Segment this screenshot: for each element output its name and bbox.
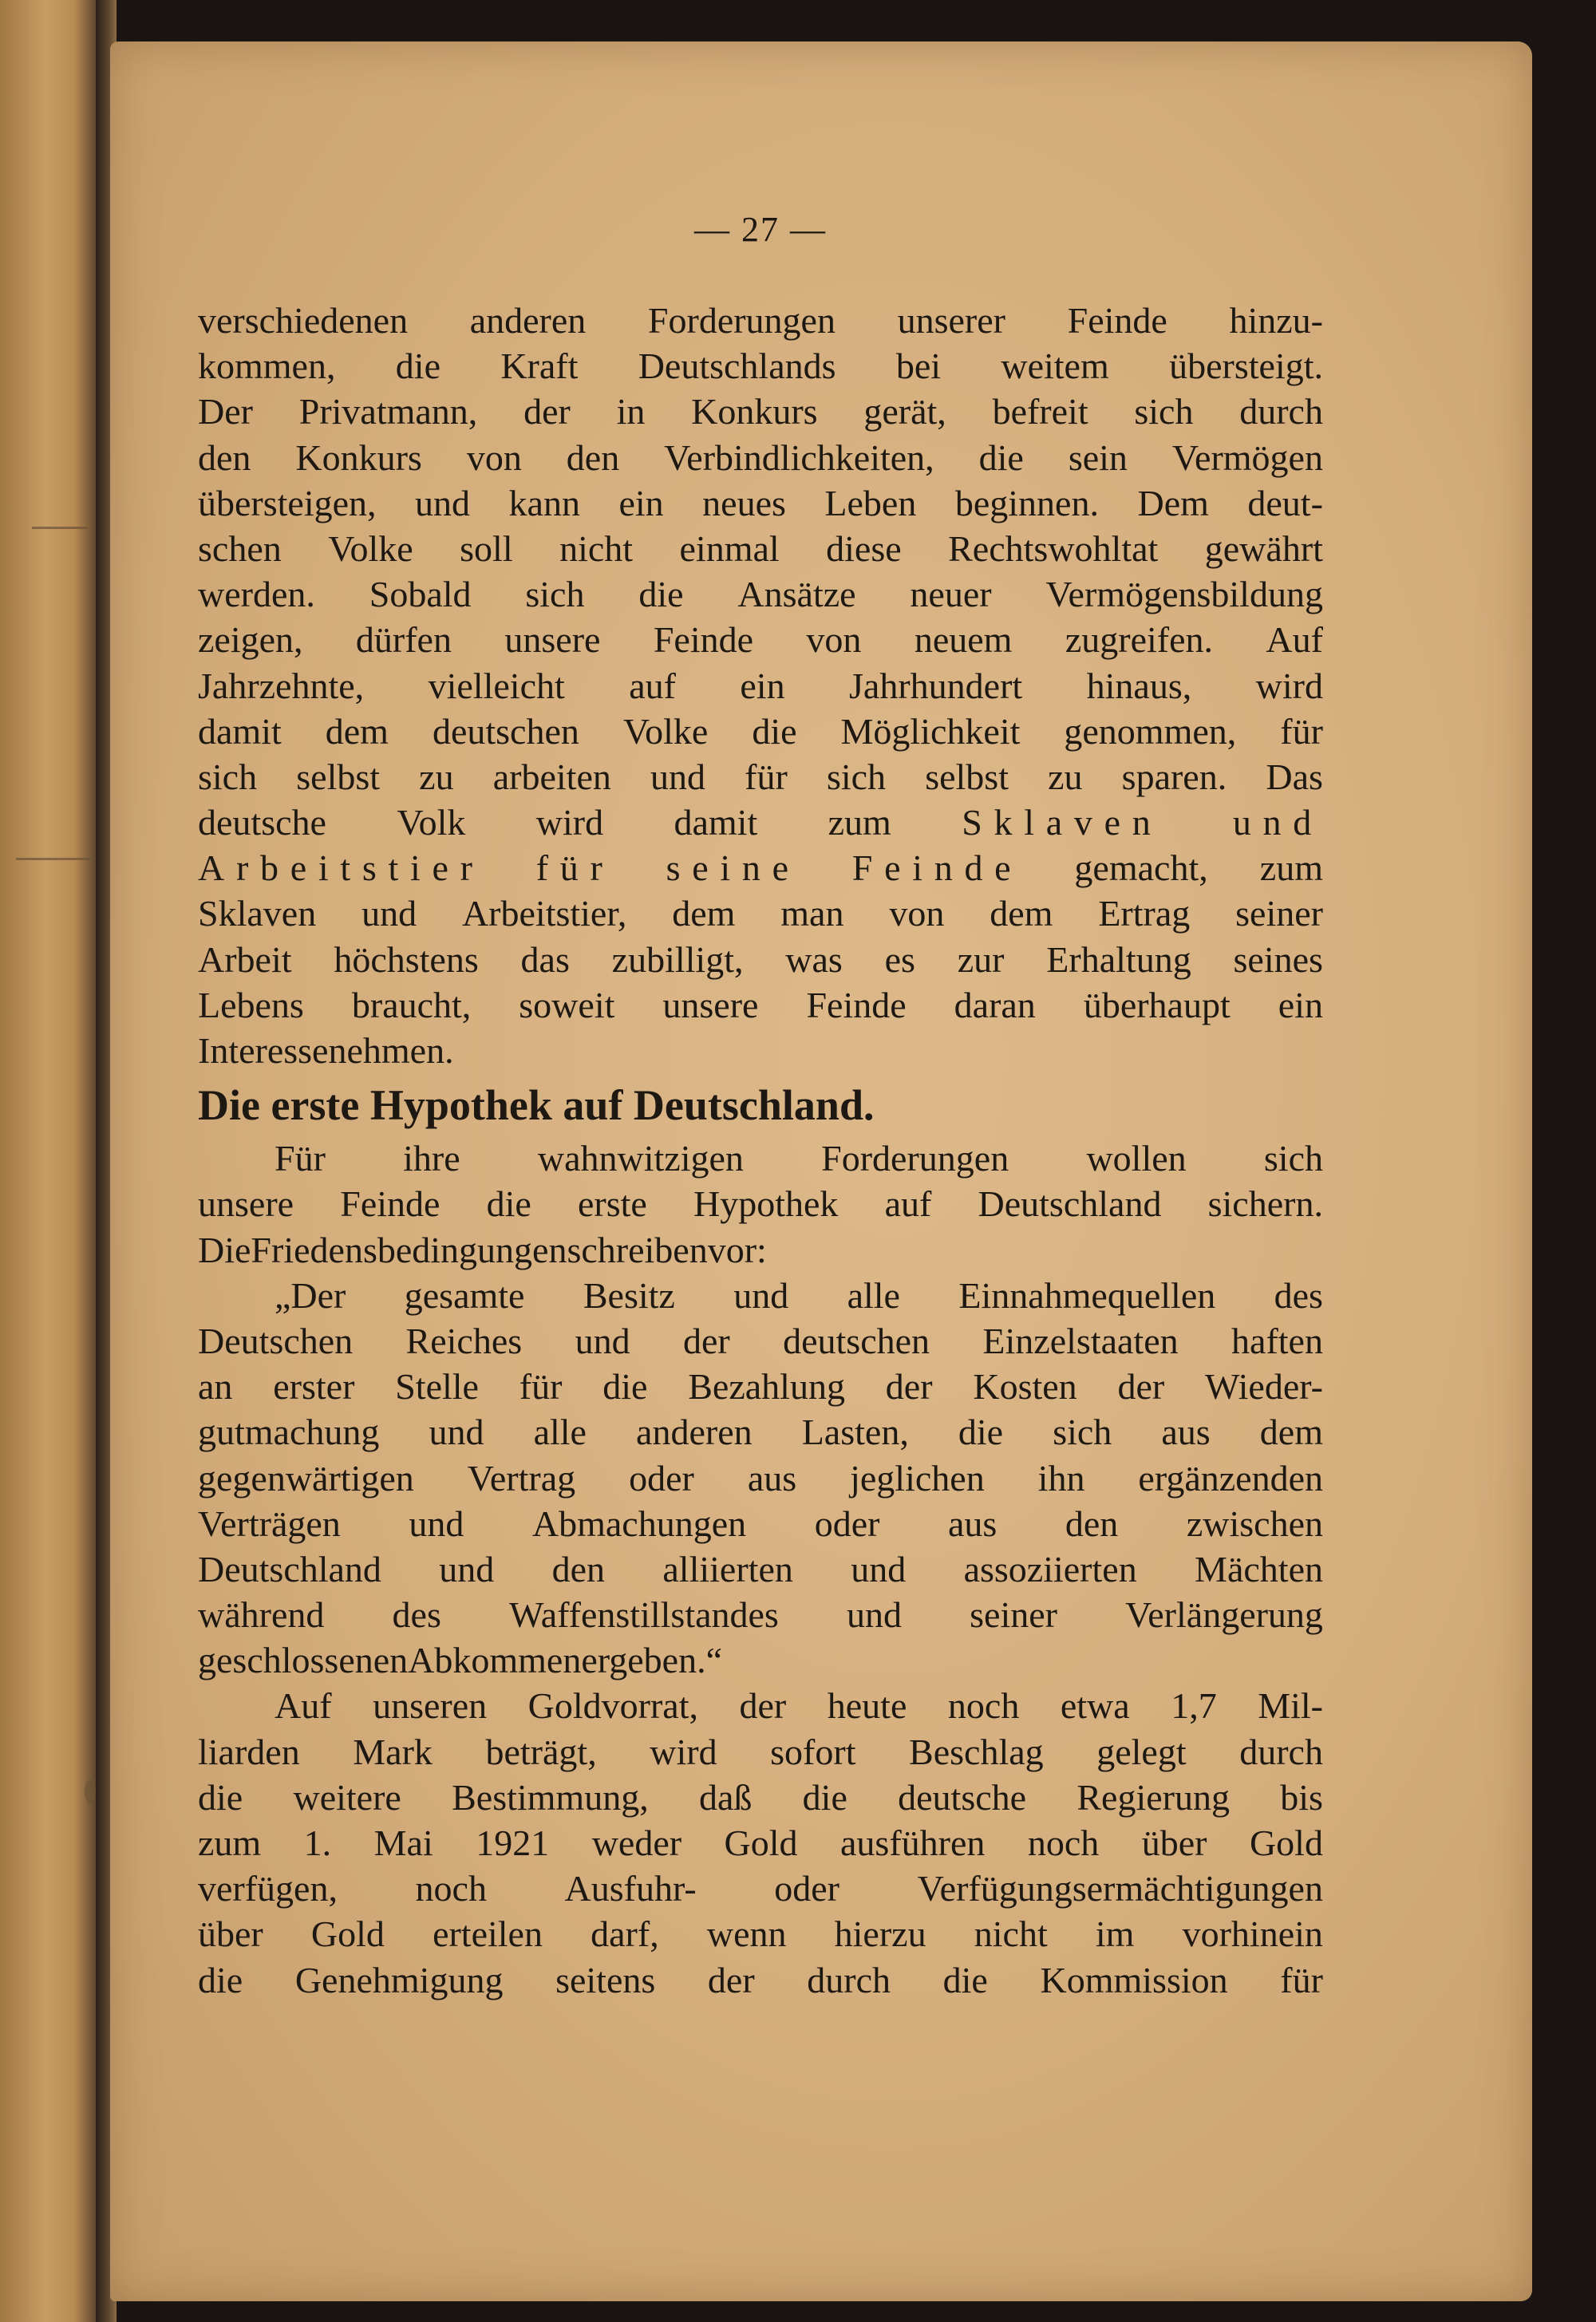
text-line: gutmachung und alle anderen Lasten, die sich aus dem (198, 1412, 1323, 1453)
text-line: „Der gesamte Besitz und alle Einnahmequellen des (275, 1274, 1323, 1316)
book-page (110, 41, 1532, 2301)
paragraph-2 (198, 1135, 1323, 2003)
text-line: gegenwärtigen Vertrag oder aus jeglichen ihn ergänzenden (198, 1457, 1323, 1499)
text-line: Lebens braucht, soweit unsere Feinde daran überhaupt ein (198, 984, 1323, 1025)
text-line: Der Privatmann, der in Konkurs gerät, befreit sich durch (198, 391, 1323, 432)
text-line: sich selbst zu arbeiten und für sich selbst zu sparen. Das (198, 756, 1323, 797)
page-number: — 27 — (694, 210, 827, 249)
page-mark (32, 527, 88, 529)
text-line: Interesse nehmen. (198, 1030, 454, 1071)
text-line: die Genehmigung seitens der durch die Kommission für (198, 1959, 1323, 2000)
text-line: während des Waffenstillstandes und seiner Verlängerung (198, 1594, 1323, 1636)
text-line: Für ihre wahnwitzigen Forderungen wollen sich (275, 1138, 1323, 1179)
page-mark (85, 1779, 96, 1803)
text-line: unsere Feinde die erste Hypothek auf Deutschland sichern. (198, 1183, 1323, 1225)
section-heading: Die erste Hypothek auf Deutschland. (198, 1081, 875, 1130)
text-line: Auf unseren Goldvorrat, der heute noch etwa 1,7 Mil- (275, 1685, 1323, 1727)
text-line: Die Friedensbedingungen schreiben vor: (198, 1229, 767, 1270)
text-line: kommen, die Kraft Deutschlands bei weitem übersteigt. (198, 346, 1323, 387)
text-line: zeigen, dürfen unsere Feinde von neuem zugreifen. Auf (198, 619, 1323, 661)
text-line: schen Volke soll nicht einmal diese Rechtswohltat gewährt (198, 527, 1323, 569)
text-line: liarden Mark beträgt, wird sofort Beschlag gelegt durch (198, 1731, 1323, 1772)
text-line: zum 1. Mai 1921 weder Gold ausführen noch über Gold (198, 1822, 1323, 1863)
text-line: den Konkurs von den Verbindlichkeiten, die sein Vermögen (198, 436, 1323, 478)
text-line: Deutschland und den alliierten und assoziierten Mächten (198, 1548, 1323, 1589)
text-line: geschlossenen Abkommen ergeben.“ (198, 1640, 723, 1681)
text-line: über Gold erteilen darf, wenn hierzu nicht im vorhinein (198, 1913, 1323, 1955)
text-line: Verträgen und Abmachungen oder aus den zwischen (198, 1503, 1323, 1544)
text-line: Arbeit höchstens das zubilligt, was es zur Erhaltung seines (198, 938, 1323, 980)
text-line: Sklaven und Arbeitstier, dem man von dem Ertrag seiner (198, 893, 1323, 934)
text-line: damit dem deutschen Volke die Möglichkeit genommen, für (198, 710, 1323, 752)
text-line: Jahrzehnte, vielleicht auf ein Jahrhundert hinaus, wird (198, 665, 1323, 706)
text-line: verfügen, noch Ausfuhr- oder Verfügungsermächtigungen (198, 1868, 1323, 1909)
text-line: die weitere Bestimmung, daß die deutsche Regierung bis (198, 1776, 1323, 1818)
text-line: Deutschen Reiches und der deutschen Einzelstaaten haften (198, 1320, 1323, 1361)
page-mark (16, 858, 92, 860)
paragraph-1 (198, 298, 1323, 1073)
text-line: Arbeitstier für seine Feinde gemacht, zum (198, 847, 1323, 889)
text-line: an erster Stelle für die Bezahlung der Kosten der Wieder- (198, 1366, 1323, 1408)
facing-page-edge (0, 0, 100, 2322)
text-line: werden. Sobald sich die Ansätze neuer Vermögensbildung (198, 574, 1323, 615)
text-line: übersteigen, und kann ein neues Leben beginnen. Dem deut- (198, 482, 1323, 523)
text-line: deutsche Volk wird damit zum Sklaven und (198, 802, 1323, 843)
text-line: verschiedenen anderen Forderungen unserer Feinde hinzu- (198, 300, 1323, 341)
page-text (198, 206, 1323, 2003)
